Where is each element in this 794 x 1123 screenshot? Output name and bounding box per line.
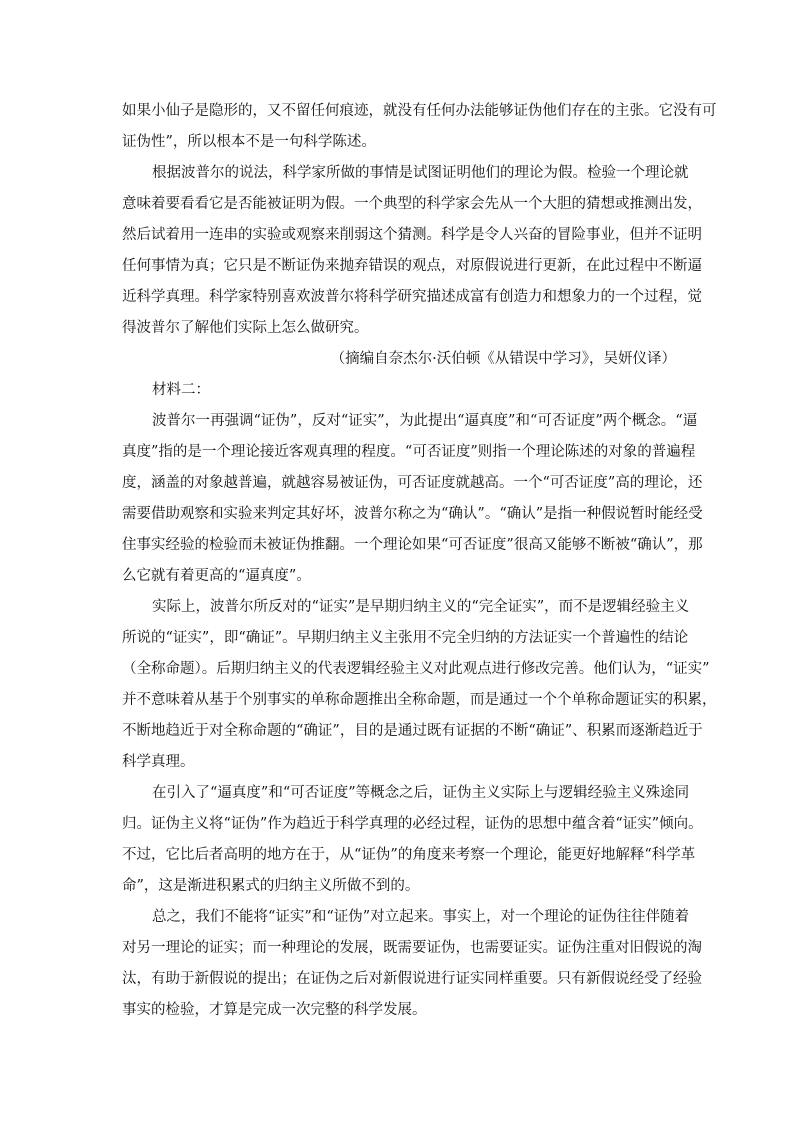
article-body (122, 96, 717, 1026)
text-line: 任何事情为真；它只是不断证伪来抛弃错误的观点，对原假说进行更新，在此过程中不断逼 (122, 258, 702, 274)
text-line: 实际上，波普尔所反对的“证实”是早期归纳主义的“完全证实”，而不是逻辑经验主义 (152, 599, 690, 615)
text-line: 不断地趋近于对全称命题的“确证”，目的是通过既有证据的不断“确证”、积累而逐渐趋近于 (122, 723, 703, 739)
text-line: 事实的检验，才算是完成一次完整的科学发展。 (122, 1002, 427, 1018)
text-line: 如果小仙子是隐形的，又不留任何痕迹，就没有任何办法能够证伪他们存在的主张。它没有可 (122, 103, 717, 119)
text-line: 命”，这是渐进积累式的归纳主义所做不到的。 (122, 878, 420, 894)
text-line: 科学真理。 (122, 754, 195, 770)
text-line: 然后试着用一连串的实验或观察来削弱这个猜测。科学是令人兴奋的冒险事业，但并不证明 (122, 227, 702, 243)
text-line: 总之，我们不能将“证实”和“证伪”对立起来。事实上，对一个理论的证伪往往伴随着 (152, 909, 690, 925)
text-line: 归。证伪主义将“证伪”作为趋近于科学真理的必经过程，证伪的思想中蕴含着“证实”倾向。 (122, 816, 703, 832)
text-line: （摘编自奈杰尔·沃伯顿《从错误中学习》，吴妍仪译） (330, 351, 676, 367)
text-line: 么它就有着更高的“逼真度”。 (122, 568, 311, 584)
text-line: 所说的“证实”，即“确证”。早期归纳主义主张用不完全归纳的方法证实一个普遍性的结论 (122, 630, 689, 646)
text-line: （全称命题）。后期归纳主义的代表逻辑经验主义对此观点进行修改完善。他们认为，“证实” (122, 661, 710, 677)
text-line: 材料二： (152, 382, 210, 398)
text-line: 得波普尔了解他们实际上怎么做研究。 (122, 320, 369, 336)
text-line: 意味着要看看它是否能被证明为假。一个典型的科学家会先从一个大胆的猜想或推测出发， (122, 196, 702, 212)
text-line: 住事实经验的检验而未被证伪推翻。一个理论如果“可否证度”很高又能够不断被“确认”，那 (122, 537, 703, 553)
text-line: 需要借助观察和实验来判定其好坏，波普尔称之为“确认”。“确认”是指一种假说暂时能经受 (122, 506, 703, 522)
text-line: 不过，它比后者高明的地方在于，从“证伪”的角度来考察一个理论，能更好地解释“科学革 (122, 847, 696, 863)
text-line: 近科学真理。科学家特别喜欢波普尔将科学研究描述成富有创造力和想象力的一个过程，觉 (122, 289, 702, 305)
text-line: 根据波普尔的说法，科学家所做的事情是试图证明他们的理论为假。检验一个理论就 (152, 165, 689, 181)
text-line: 度，涵盖的对象越普遍，就越容易被证伪，可否证度就越高。一个“可否证度”高的理论，还 (122, 475, 703, 491)
text-line: 证伪性”，所以根本不是一句科学陈述。 (122, 134, 376, 150)
text-line: 真度”指的是一个理论接近客观真理的程度。“可否证度”则指一个理论陈述的对象的普遍程 (122, 444, 696, 460)
text-line: 波普尔一再强调“证伪”，反对“证实”，为此提出“逼真度”和“可否证度”两个概念。“逼 (152, 413, 698, 429)
text-line: 并不意味着从基于个别事实的单称命题推出全称命题，而是通过一个个单称命题证实的积累， (122, 692, 717, 708)
text-line: 对另一理论的证实；而一种理论的发展，既需要证伪，也需要证实。证伪注重对旧假说的淘 (122, 940, 702, 956)
text-line: 在引入了“逼真度”和“可否证度”等概念之后，证伪主义实际上与逻辑经验主义殊途同 (152, 785, 690, 801)
text-line: 汰，有助于新假说的提出；在证伪之后对新假说进行证实同样重要。只有新假说经受了经验 (122, 971, 702, 987)
